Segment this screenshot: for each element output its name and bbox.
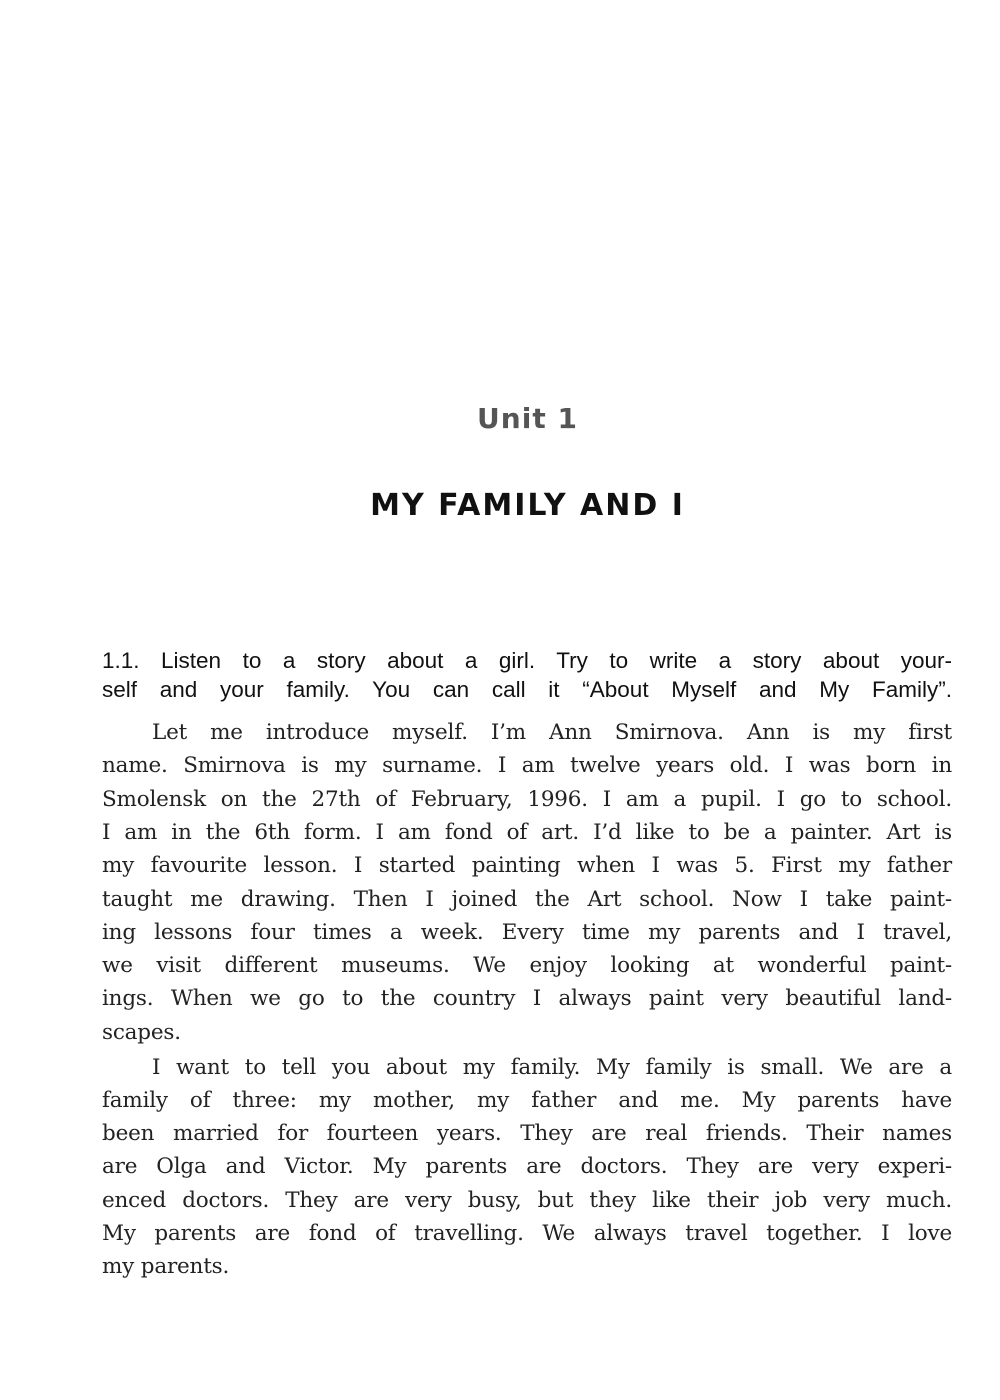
paragraph-line: my favourite lesson. I started painting when I was 5. First my father: [102, 853, 952, 879]
paragraph-line: been married for fourteen years. They are real friends. Their names: [102, 1121, 952, 1147]
paragraph-line: ing lessons four times a week. Every time my parents and I travel,: [102, 919, 952, 945]
paragraph-line: name. Smirnova is my surname. I am twelve years old. I was born in: [102, 753, 952, 779]
unit-label: Unit 1: [477, 402, 578, 435]
paragraph-line: family of three: my mother, my father and me. My parents have: [102, 1087, 952, 1113]
task-line: 1.1. Listen to a story about a girl. Try to write a story about your-: [102, 648, 952, 673]
paragraph-line: scapes.: [102, 1019, 181, 1045]
paragraph-line: My parents are fond of travelling. We always travel together. I love: [102, 1221, 952, 1246]
unit-title: MY FAMILY AND I: [370, 488, 685, 523]
paragraph-line: taught me drawing. Then I joined the Art school. Now I take paint-: [102, 886, 952, 912]
paragraph-line: I am in the 6th form. I am fond of art. I’d like to be a painter. Art is: [102, 819, 952, 845]
paragraph-line: Smolensk on the 27th of February, 1996. I am a pupil. I go to school.: [102, 786, 952, 812]
paragraph-line: ings. When we go to the country I always paint very beautiful land-: [102, 986, 952, 1012]
paragraph-line: enced doctors. They are very busy, but they like their job very much.: [102, 1187, 952, 1213]
paragraph-line: we visit different museums. We enjoy looking at wonderful paint-: [102, 953, 952, 979]
paragraph-line: Let me introduce myself. I’m Ann Smirnova. Ann is my first: [152, 720, 952, 745]
paragraph-line: my parents.: [102, 1254, 230, 1280]
paragraph-line: are Olga and Victor. My parents are doctors. They are very experi-: [102, 1154, 952, 1180]
paragraph-line: I want to tell you about my family. My family is small. We are a: [152, 1054, 952, 1080]
task-line: self and your family. You can call it “About Myself and My Family”.: [102, 677, 952, 702]
